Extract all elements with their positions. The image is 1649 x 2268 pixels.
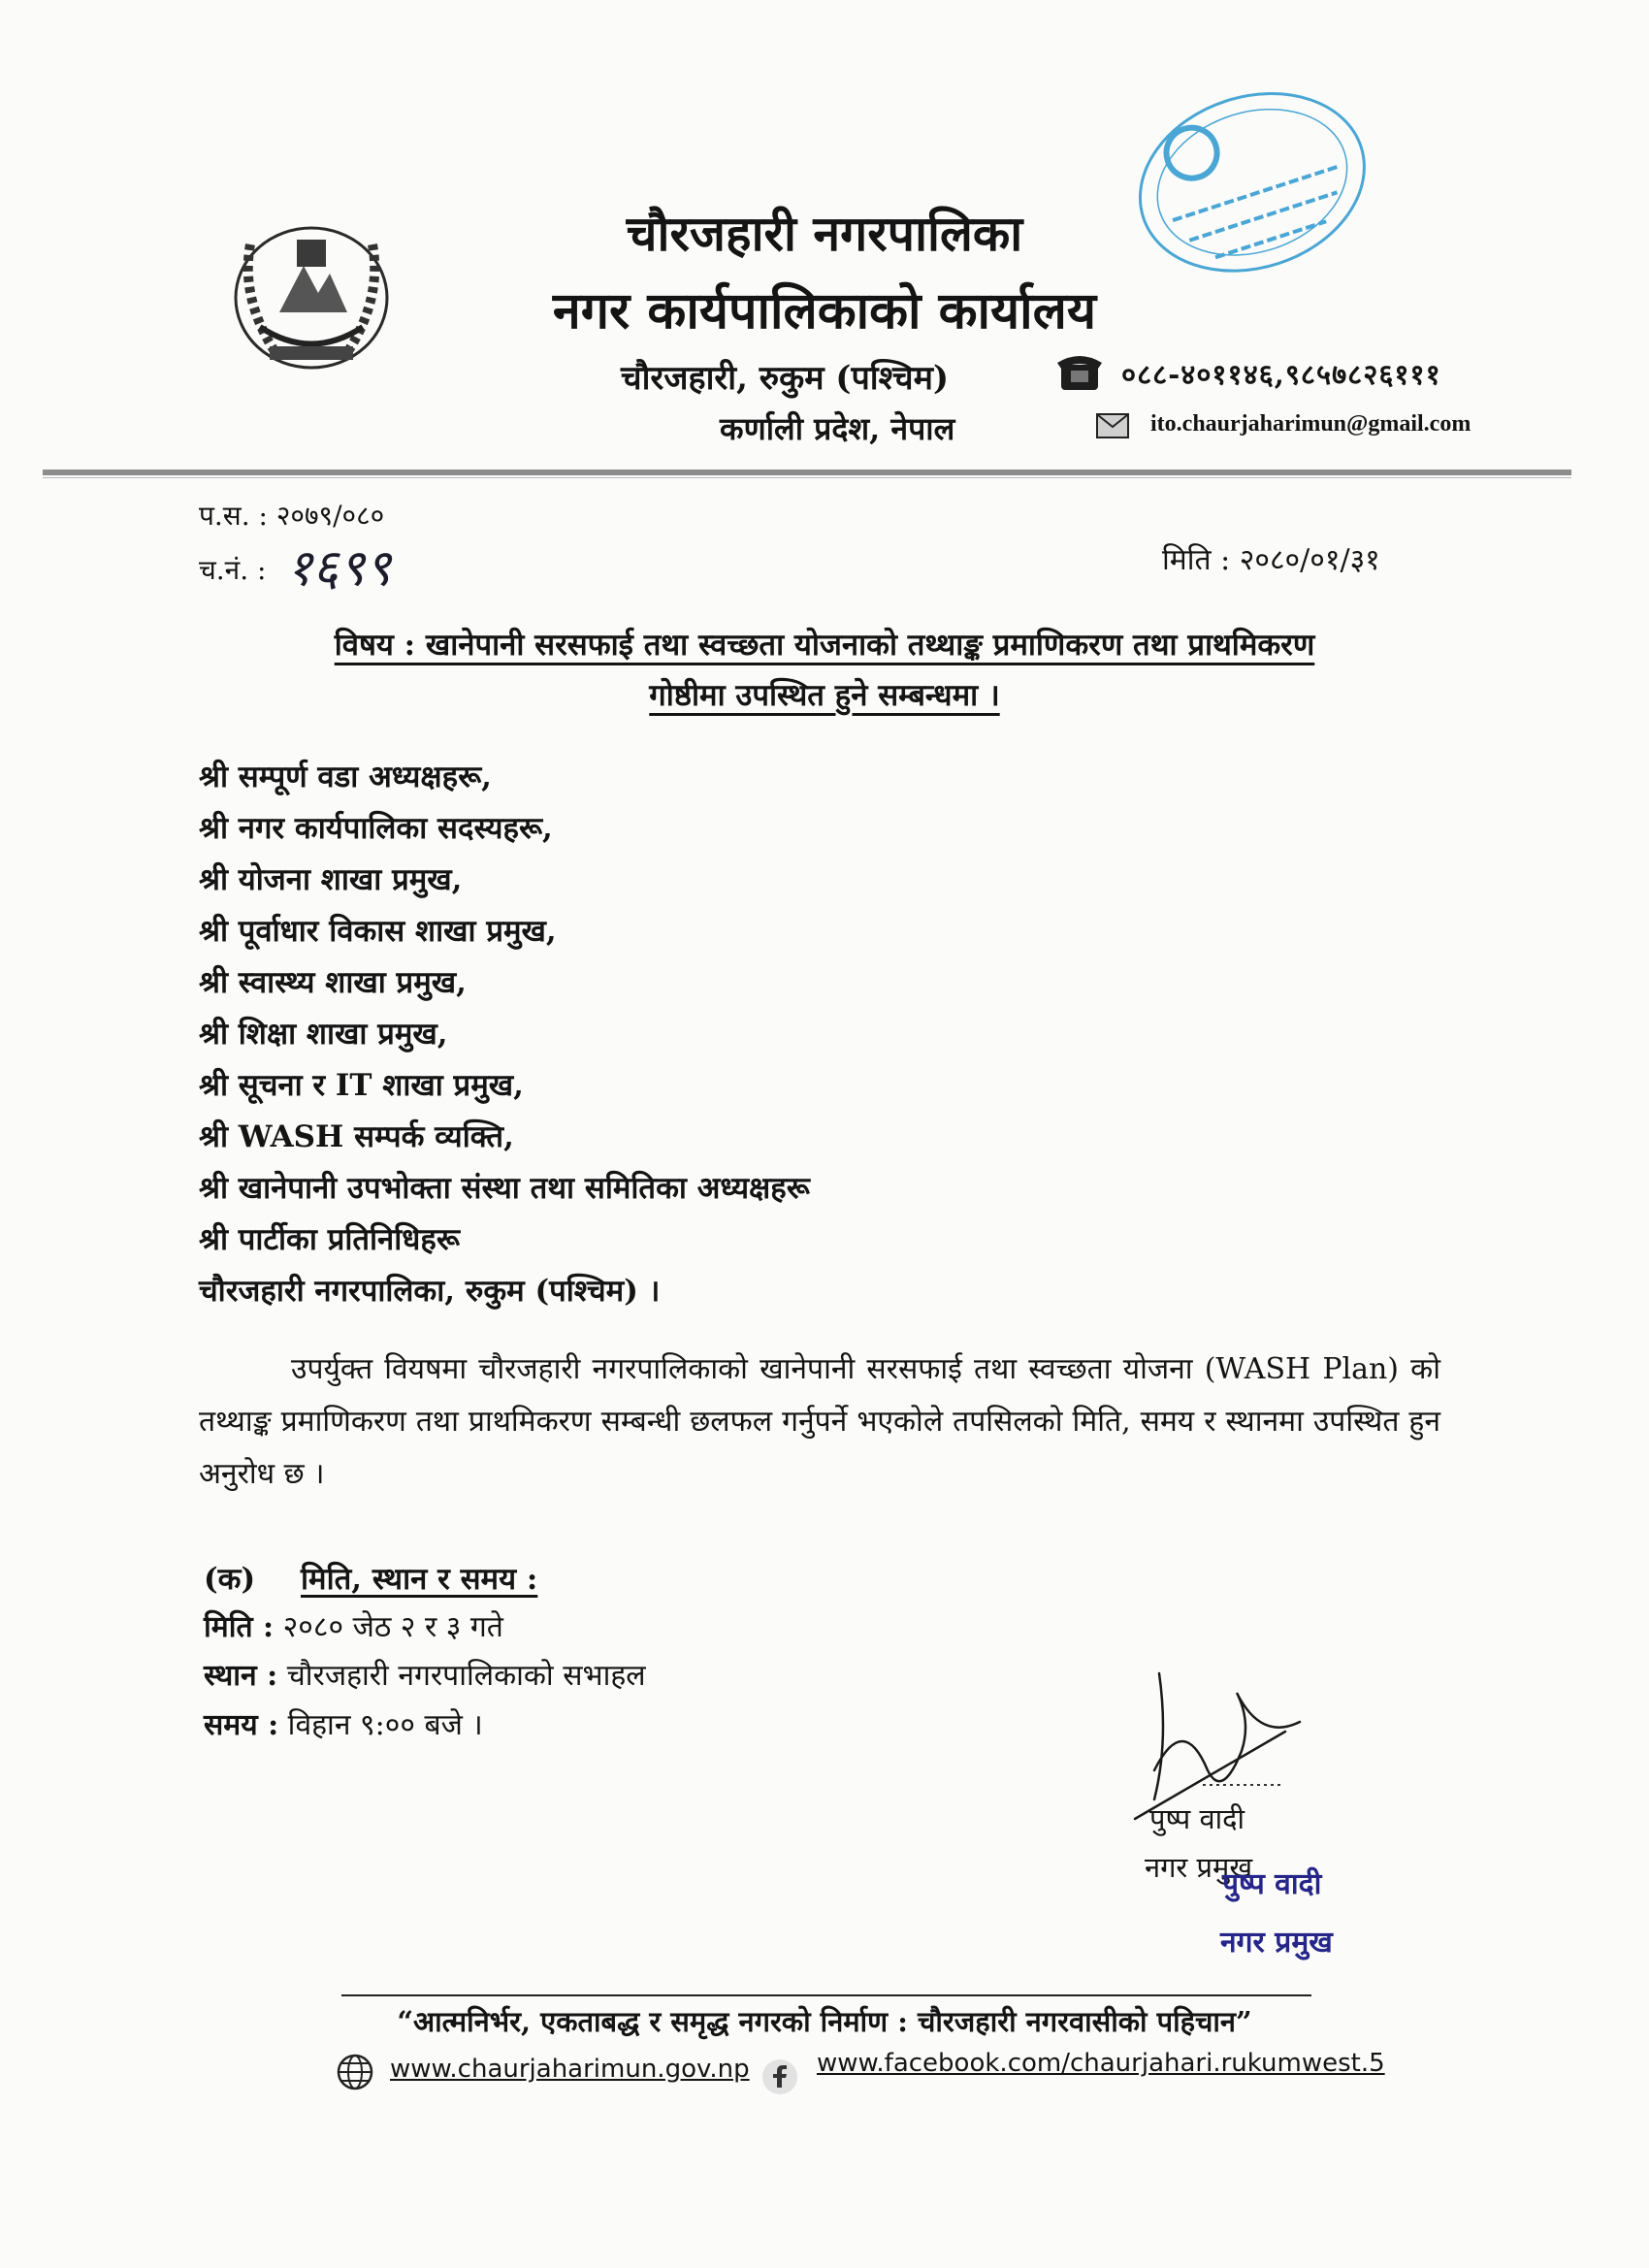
address-line2: कर्णाली प्रदेश, नेपाल bbox=[720, 410, 955, 447]
recipient-item: श्री शिक्षा शाखा प्रमुख, bbox=[199, 1017, 448, 1052]
recipient-item: श्री सम्पूर्ण वडा अध्यक्षहरू, bbox=[199, 760, 492, 794]
email-address: ito.chaurjaharimun@gmail.com bbox=[1150, 411, 1471, 437]
globe-icon bbox=[336, 2053, 374, 2091]
name-stamp: पुष्प वादी bbox=[1222, 1867, 1322, 1901]
recipient-item: श्री पार्टीका प्रतिनिधिहरू bbox=[199, 1222, 460, 1257]
reference-cn-label: च.नं. : bbox=[199, 554, 267, 586]
event-date-label: मिति : bbox=[204, 1610, 275, 1644]
telephone-icon bbox=[1055, 351, 1104, 392]
header-divider-thin bbox=[43, 477, 1571, 478]
facebook-icon bbox=[761, 2058, 798, 2095]
event-time-label: समय : bbox=[204, 1708, 279, 1742]
recipient-item: श्री WASH सम्पर्क व्यक्ति, bbox=[199, 1119, 514, 1154]
subject-line1: विषय : खानेपानी सरसफाई तथा स्वच्छता योजनाको तथ्थाङ्क प्रमाणिकरण तथा प्राथमिकरण bbox=[334, 628, 1315, 663]
facebook-link[interactable]: www.facebook.com/chaurjahari.rukumwest.5 bbox=[817, 2049, 1385, 2078]
event-time bbox=[204, 1703, 483, 1743]
recipient-list bbox=[199, 752, 810, 1317]
recipient-item: श्री नगर कार्यपालिका सदस्यहरू, bbox=[199, 811, 553, 846]
subject-line2: गोष्ठीमा उपस्थित हुने सम्बन्धमा । bbox=[649, 678, 1000, 713]
recipient-item: श्री स्वास्थ्य शाखा प्रमुख, bbox=[199, 965, 467, 1000]
event-time-value: विहान ९:०० बजे । bbox=[278, 1708, 483, 1742]
event-date bbox=[204, 1605, 503, 1645]
event-place-label: स्थान : bbox=[204, 1659, 278, 1693]
signatory-name: पुष्प वादी bbox=[1149, 1802, 1245, 1835]
website-link[interactable]: www.chaurjaharimun.gov.np bbox=[390, 2055, 750, 2084]
recipient-item: श्री खानेपानी उपभोक्ता संस्था तथा समितिका अध्यक्षहरू bbox=[199, 1171, 810, 1206]
body-paragraph bbox=[199, 1344, 1440, 1501]
header-divider bbox=[43, 470, 1571, 475]
reference-ps: प.स. : २०७९/०८० bbox=[199, 500, 385, 532]
section-title: मिति, स्थान र समय : bbox=[301, 1562, 538, 1597]
body-paragraph-text: उपर्युक्त वियषमा चौरजहारी नगरपालिकाको खानेपानी सरसफाई तथा स्वच्छता योजना (WASH Plan) को तथ्थाङ्क प्रमाणिकरण तथा प्राथमिकरण सम्बन्धी छलफल गर्नुपर्ने भएकोले तपसिलको मिति, समय र स्थानमा उपस्थित हुन अनुरोध छ । bbox=[199, 1352, 1440, 1491]
reference-cn-number: १६९९ bbox=[286, 539, 392, 598]
recipient-item: श्री पूर्वाधार विकास शाखा प्रमुख, bbox=[199, 914, 557, 949]
signatory-title: नगर प्रमुख bbox=[1145, 1851, 1253, 1884]
event-date-value: २०८० जेठ २ र ३ गते bbox=[274, 1610, 503, 1644]
recipient-item: श्री सूचना र IT शाखा प्रमुख, bbox=[199, 1068, 524, 1103]
email-icon bbox=[1096, 413, 1129, 438]
title-stamp: नगर प्रमुख bbox=[1220, 1926, 1333, 1960]
footer-divider bbox=[341, 1994, 1311, 1996]
address-line1: चौरजहारी, रुकुम (पश्चिम) bbox=[621, 359, 950, 398]
phone-number: ०८८-४०११४६,९८५७८२६१११ bbox=[1121, 358, 1441, 391]
section-label: (क) bbox=[204, 1562, 256, 1597]
recipient-item: श्री योजना शाखा प्रमुख, bbox=[199, 862, 463, 897]
event-place bbox=[204, 1654, 646, 1694]
letter-date: मिति : २०८०/०१/३१ bbox=[1162, 543, 1380, 577]
office-title: नगर कार्यपालिकाको कार्यालय bbox=[552, 281, 1097, 340]
footer-slogan: “आत्मनिर्भर, एकताबद्ध र समृद्ध नगरको निर्माण : चौरजहारी नगरवासीको पहिचान” bbox=[397, 2005, 1252, 2038]
recipient-item: चौरजहारी नगरपालिका, रुकुम (पश्चिम) । bbox=[199, 1274, 661, 1309]
event-place-value: चौरजहारी नगरपालिकाको सभाहल bbox=[277, 1659, 646, 1693]
office-name: चौरजहारी नगरपालिका bbox=[626, 205, 1023, 262]
